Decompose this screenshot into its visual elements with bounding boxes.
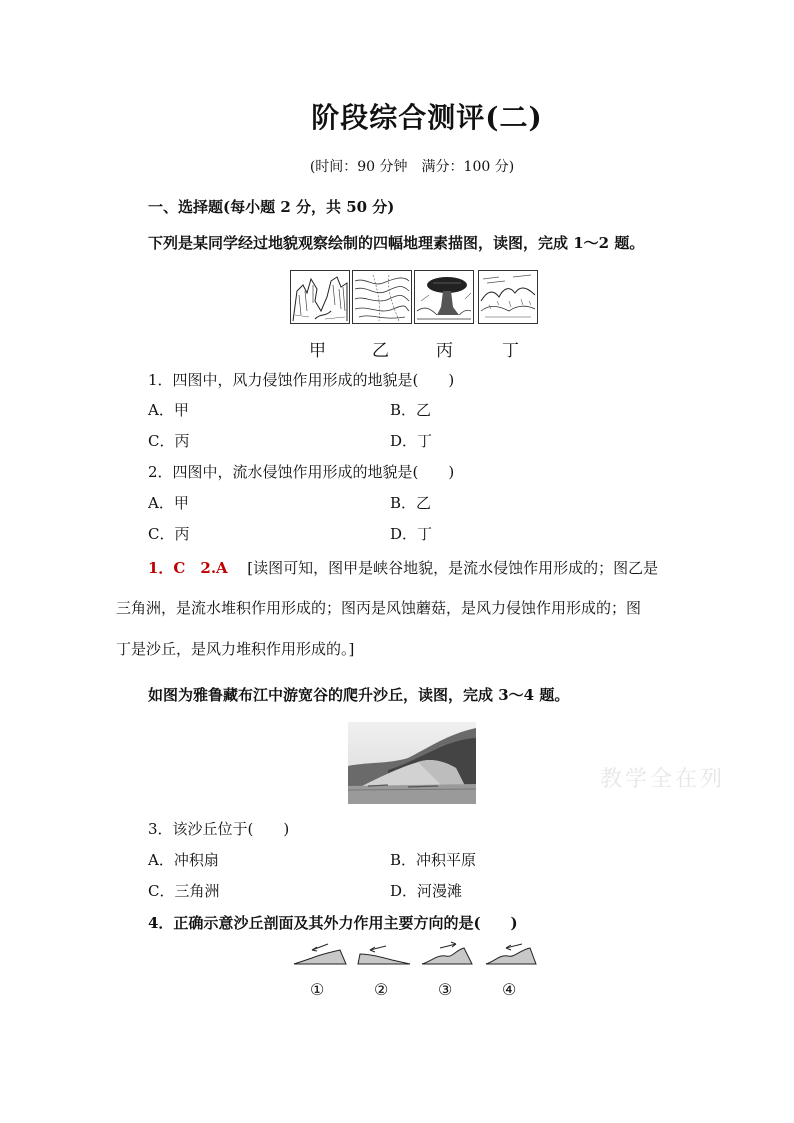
question-4-stem: 4．正确示意沙丘剖面及其外力作用主要方向的是( ) (148, 914, 518, 932)
answer-keys: 1．C 2.A (148, 559, 228, 577)
watermark: 教学全在列 (600, 767, 726, 792)
dune-sketch-icon (478, 270, 538, 324)
mushroom-rock-sketch-icon (414, 270, 474, 324)
dune-profile-2-icon (356, 940, 412, 968)
question-3-stem: 3．该沙丘位于( ) (148, 820, 290, 838)
answer-explanation-line-1: [读图可知，图甲是峡谷地貌，是流水侵蚀作用形成的；图乙是 (247, 559, 659, 577)
q2-option-b: B．乙 (390, 494, 432, 512)
page-title: 阶段综合测评(二) (311, 101, 543, 134)
intro-text-2: 如图为雅鲁藏布江中游宽谷的爬升沙丘，读图，完成 3～4 题。 (148, 686, 570, 704)
q2-option-d: D．丁 (390, 525, 433, 543)
profile-label-3: ③ (438, 980, 453, 999)
q1-option-d: D．丁 (390, 432, 433, 450)
delta-sketch-icon (352, 270, 412, 324)
dune-profile-4-icon (484, 940, 540, 968)
exam-info: (时间：90 分钟 满分：100 分) (309, 159, 515, 175)
q2-option-c: C．丙 (148, 525, 190, 543)
sketch-label-bing: 丙 (436, 341, 453, 361)
q1-option-a: A．甲 (148, 401, 189, 419)
question-2-stem: 2．四图中，流水侵蚀作用形成的地貌是( ) (148, 463, 455, 481)
q3-option-a: A．冲积扇 (148, 851, 219, 869)
q3-option-d: D．河漫滩 (390, 882, 463, 900)
dune-profile-3-icon (420, 940, 476, 968)
profile-label-1: ① (310, 980, 325, 999)
question-1-stem: 1．四图中，风力侵蚀作用形成的地貌是( ) (148, 371, 455, 389)
sketch-label-yi: 乙 (372, 341, 389, 361)
q1-option-c: C．丙 (148, 432, 190, 450)
profile-label-4: ④ (502, 980, 517, 999)
canyon-sketch-icon (290, 270, 350, 324)
q3-option-b: B．冲积平原 (390, 851, 477, 869)
intro-text-1: 下列是某同学经过地貌观察绘制的四幅地理素描图，读图，完成 1～2 题。 (148, 234, 645, 252)
climbing-dune-photo (348, 722, 476, 804)
sketch-label-jia: 甲 (309, 341, 326, 361)
answer-explanation-line-3: 丁是沙丘，是风力堆积作用形成的。] (116, 640, 355, 658)
q3-option-c: C．三角洲 (148, 882, 220, 900)
dune-profile-1-icon (292, 940, 348, 968)
profile-label-2: ② (374, 980, 389, 999)
q2-option-a: A．甲 (148, 494, 189, 512)
answer-explanation-line-2: 三角洲，是流水堆积作用形成的；图丙是风蚀蘑菇，是风力侵蚀作用形成的；图 (116, 599, 642, 617)
q1-option-b: B．乙 (390, 401, 432, 419)
sketch-label-ding: 丁 (502, 341, 519, 361)
answer-block (148, 557, 658, 578)
section-heading: 一、选择题(每小题 2 分，共 50 分) (148, 198, 395, 216)
